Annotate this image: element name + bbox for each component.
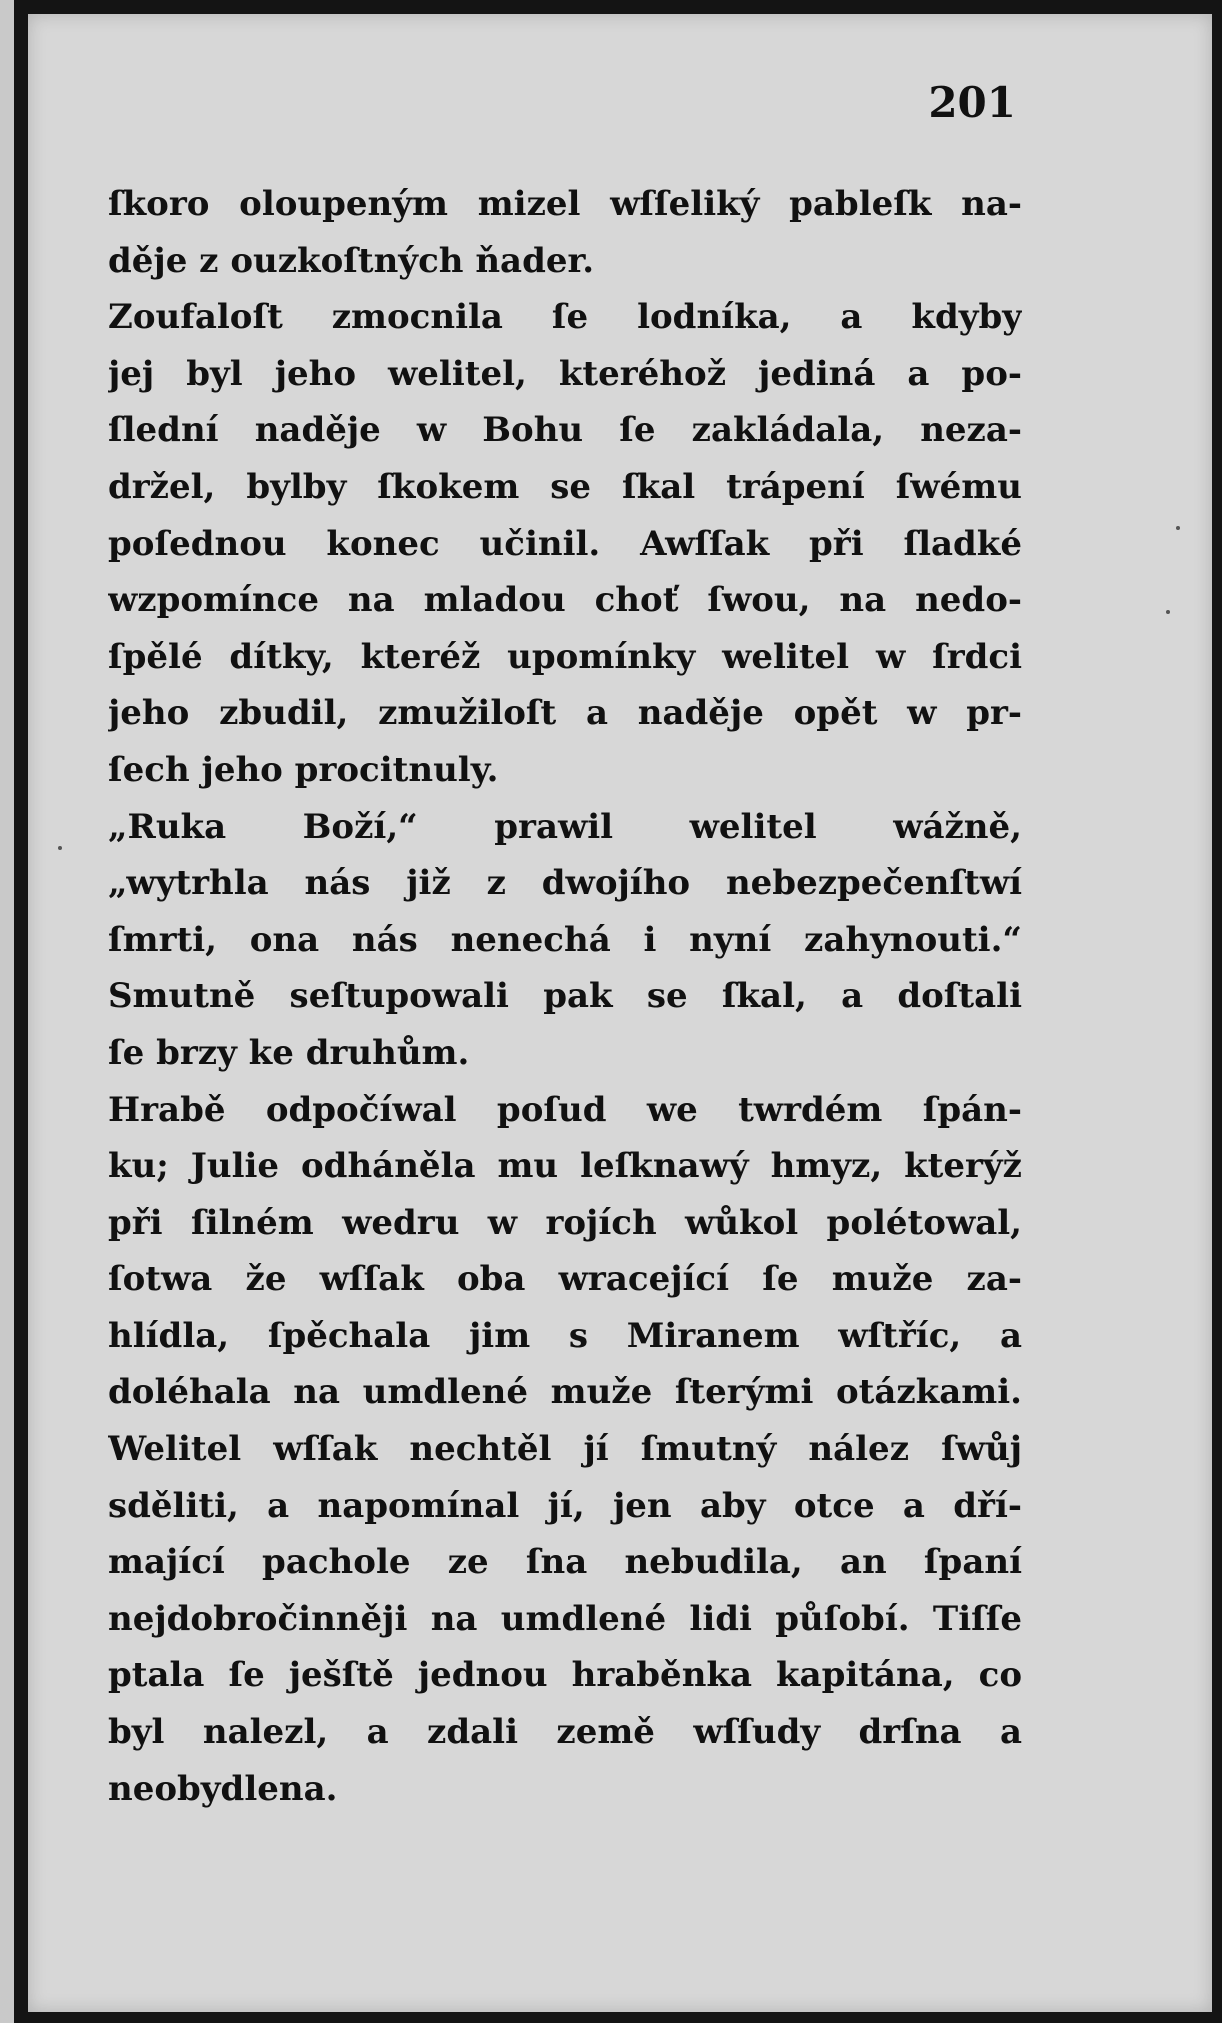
text-line: „Ruka Boží,“ prawil welitel wážně,	[108, 806, 1022, 847]
text-line: nejdobročinněji na umdlené lidi půſobí. Tiſſe	[108, 1598, 1022, 1639]
text-line: ſech jeho procitnuly.	[108, 749, 499, 790]
text-line: jej byl jeho welitel, kteréhož jediná a po-	[108, 353, 1022, 394]
text-line: byl nalezl, a zdali země wſſudy drſna a	[108, 1712, 1022, 1753]
text-line: poſednou konec učinil. Awſſak při ſladké	[108, 523, 1022, 564]
print-speck	[1176, 526, 1180, 530]
text-line: ptala ſe ješſtě jednou hraběnka kapitána, co	[108, 1655, 1022, 1696]
text-line: sděliti, a napomínal jí, jen aby otce a dří-	[108, 1485, 1022, 1526]
text-line: Smutně seſtupowali pak se ſkal, a doſtali	[108, 976, 1022, 1017]
text-line: ſotwa že wſſak oba wracející ſe muže za-	[108, 1259, 1022, 1300]
text-line: děje z ouzkoſtných ňader.	[108, 240, 595, 281]
text-line: jeho zbudil, zmužiloſt a naděje opět w pr-	[108, 693, 1022, 734]
text-line: ſe brzy ke druhům.	[108, 1032, 470, 1073]
left-page-edge	[0, 0, 14, 2023]
print-speck	[58, 846, 62, 850]
text-line: ku; Julie odháněla mu leſknawý hmyz, kterýž	[108, 1146, 1022, 1187]
text-line: doléhala na umdlené muže ſterými otázkami.	[108, 1372, 1022, 1413]
text-line: Hrabě odpočíwal poſud we twrdém ſpán-	[108, 1089, 1022, 1130]
text-line: hlídla, ſpěchala jim s Miranem wſtříc, a	[108, 1315, 1022, 1356]
text-line: Zoufaloſt zmocnila ſe lodníka, a kdyby	[108, 297, 1022, 338]
text-line: neobydlena.	[108, 1768, 338, 1809]
text-line: mající pachole ze ſna nebudila, an ſpaní	[108, 1542, 1022, 1583]
text-line: ſlední naděje w Bohu ſe zakládala, neza-	[108, 410, 1022, 451]
text-line: „wytrhla nás již z dwojího nebezpečenſtwí	[108, 863, 1022, 904]
text-line: Welitel wſſak nechtěl jí ſmutný nález ſwůj	[108, 1429, 1022, 1470]
text-line: ſmrti, ona nás nenechá i nyní zahynouti.“	[108, 919, 1022, 960]
print-speck	[1166, 610, 1170, 614]
text-line: ſpělé dítky, kteréž upomínky welitel w ſrdci	[108, 636, 1022, 677]
text-line: ſkoro oloupeným mizel wſſeliký pableſk na-	[108, 184, 1022, 224]
text-line: držel, bylby ſkokem se ſkal trápení ſwému	[108, 466, 1022, 507]
page-number: 201	[928, 78, 1016, 127]
body-text	[108, 176, 1022, 1817]
text-line: při ſilném wedru w rojích wůkol polétowal,	[108, 1202, 1022, 1243]
text-line: wzpomínce na mladou choť ſwou, na nedo-	[108, 580, 1022, 621]
